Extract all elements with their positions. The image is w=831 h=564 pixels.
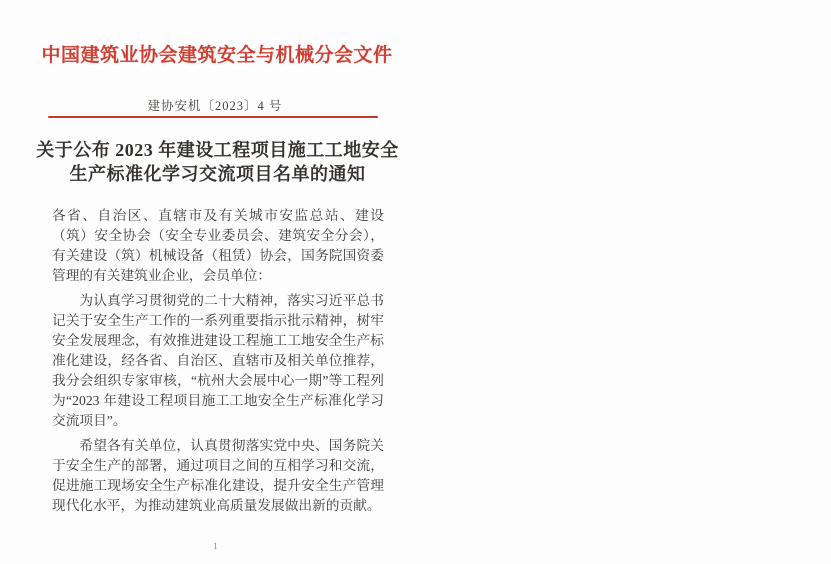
page-2 bbox=[460, 0, 831, 564]
notice-title-line-1: 关于公布 2023 年建设工程项目施工工地安全 bbox=[36, 140, 399, 160]
notice-title-line-2: 生产标准化学习交流项目名单的通知 bbox=[69, 164, 366, 184]
page-number-1: 1 bbox=[213, 541, 218, 551]
salutation-paragraph: 各省、自治区、直辖市及有关城市安监总站、建设（筑）安全协会（安全专业委员会、建筑安全分会），有关建设（筑）机械设备（租赁）协会，国务院国资委管理的有关建筑业企业，会员单位： bbox=[52, 208, 384, 283]
body-paragraph-1: 为认真学习贯彻党的二十大精神，落实习近平总书记关于安全生产工作的一系列重要指示批示精神，树牢安全发展理念，有效推进建设工程施工工地安全生产标准化建设，经各省、自治区、直辖市及相关单位推荐，我分会组织专家审核，“杭州大会展中心一期”等工程列为“2023 年建设工程项目施工工地安全生产标准化学习交流项目”。 bbox=[52, 293, 384, 428]
notice-title bbox=[30, 138, 405, 186]
notice-body bbox=[52, 206, 384, 521]
body-paragraph-2: 希望各有关单位，认真贯彻落实党中央、国务院关于安全生产的部署，通过项目之间的互相学习和交流，促进施工现场安全生产标准化建设，提升安全生产管理现代化水平，为推动建筑业高质量发展做出新的贡献。 bbox=[52, 438, 384, 513]
letterhead-divider bbox=[48, 116, 378, 118]
document-number: 建协安机〔2023〕4 号 bbox=[147, 99, 283, 113]
letterhead-title: 中国建筑业协会建筑安全与机械分会文件 bbox=[41, 45, 393, 66]
